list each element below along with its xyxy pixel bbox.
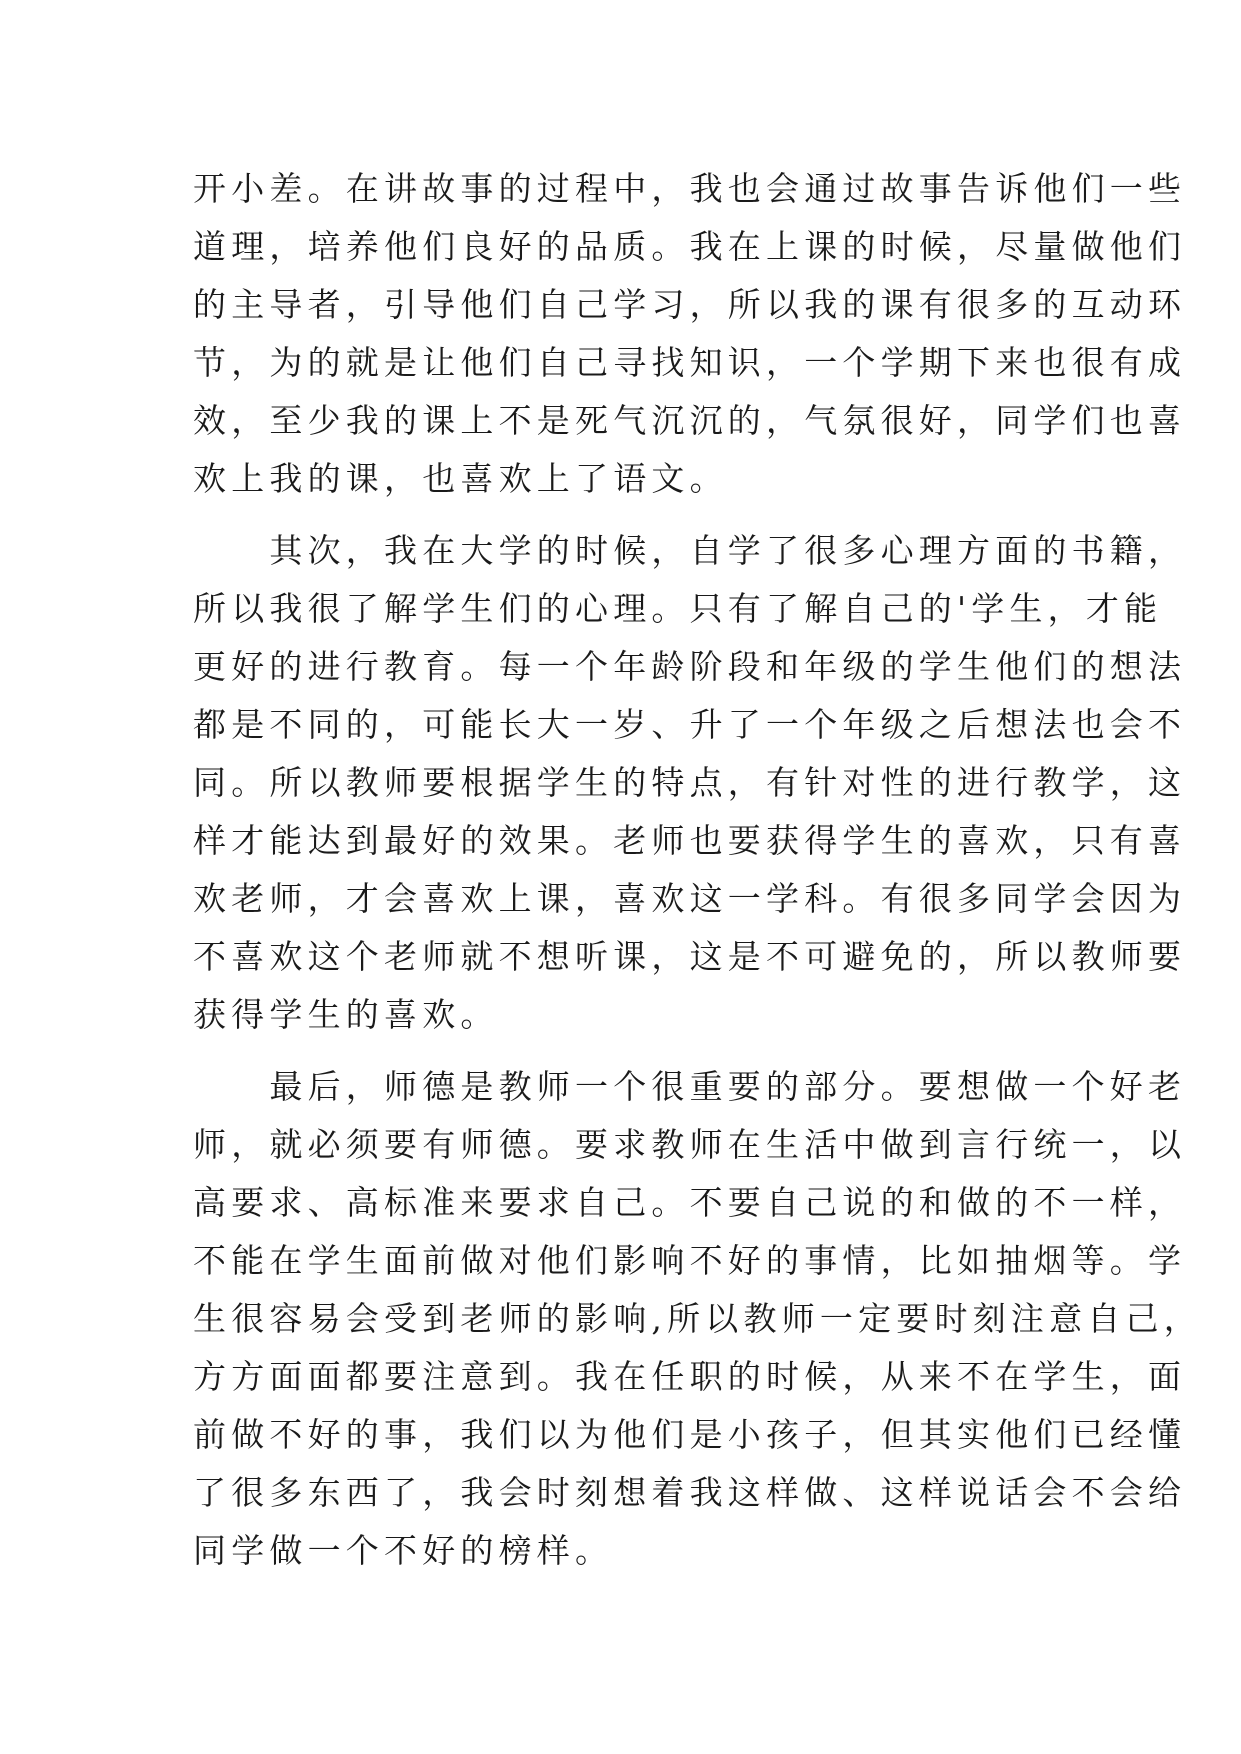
text-line: 同。所以教师要根据学生的特点，有针对性的进行教学，这 (193, 763, 1187, 802)
text-line: 师，就必须要有师德。要求教师在生活中做到言行统一，以 (193, 1125, 1187, 1164)
text-line: 同学做一个不好的榜样。 (193, 1531, 614, 1570)
text-line: 道理，培养他们良好的品质。我在上课的时候，尽量做他们 (193, 227, 1187, 266)
paragraph-1 (193, 160, 1187, 508)
text-line: 效，至少我的课上不是死气沉沉的，气氛很好，同学们也喜 (193, 401, 1187, 440)
text-line: 节，为的就是让他们自己寻找知识，一个学期下来也很有成 (193, 343, 1187, 382)
text-line: 最后，师德是教师一个很重要的部分。要想做一个好老 (193, 1067, 1187, 1106)
text-line: 了很多东西了，我会时刻想着我这样做、这样说话会不会给 (193, 1473, 1187, 1512)
text-line: 获得学生的喜欢。 (193, 995, 499, 1034)
text-line: 前做不好的事，我们以为他们是小孩子，但其实他们已经懂 (193, 1415, 1187, 1454)
text-line: 欢老师，才会喜欢上课，喜欢这一学科。有很多同学会因为 (193, 879, 1187, 918)
paragraph-3 (193, 1058, 1202, 1580)
text-line: 更好的进行教育。每一个年龄阶段和年级的学生他们的想法 (193, 647, 1187, 686)
text-line: 欢上我的课，也喜欢上了语文。 (193, 459, 728, 498)
text-line: 都是不同的，可能长大一岁、升了一个年级之后想法也会不 (193, 705, 1187, 744)
text-line: 生很容易会受到老师的影响,所以教师一定要时刻注意自己， (193, 1299, 1202, 1338)
paragraph-2 (193, 522, 1187, 1044)
text-line: 其次，我在大学的时候，自学了很多心理方面的书籍， (193, 531, 1187, 570)
text-line: 的主导者，引导他们自己学习，所以我的课有很多的互动环 (193, 285, 1187, 324)
text-line: 样才能达到最好的效果。老师也要获得学生的喜欢，只有喜 (193, 821, 1187, 860)
paragraph-spacer (193, 508, 1063, 522)
text-line: 不能在学生面前做对他们影响不好的事情，比如抽烟等。学 (193, 1241, 1187, 1280)
paragraph-spacer (193, 1044, 1063, 1058)
text-line: 开小差。在讲故事的过程中，我也会通过故事告诉他们一些 (193, 169, 1187, 208)
body-text (193, 160, 1202, 1580)
text-line: 不喜欢这个老师就不想听课，这是不可避免的，所以教师要 (193, 937, 1187, 976)
text-line: 所以我很了解学生们的心理。只有了解自己的'学生，才能 (193, 589, 1163, 628)
text-line: 高要求、高标准来要求自己。不要自己说的和做的不一样， (193, 1183, 1187, 1222)
text-line: 方方面面都要注意到。我在任职的时候，从来不在学生，面 (193, 1357, 1187, 1396)
